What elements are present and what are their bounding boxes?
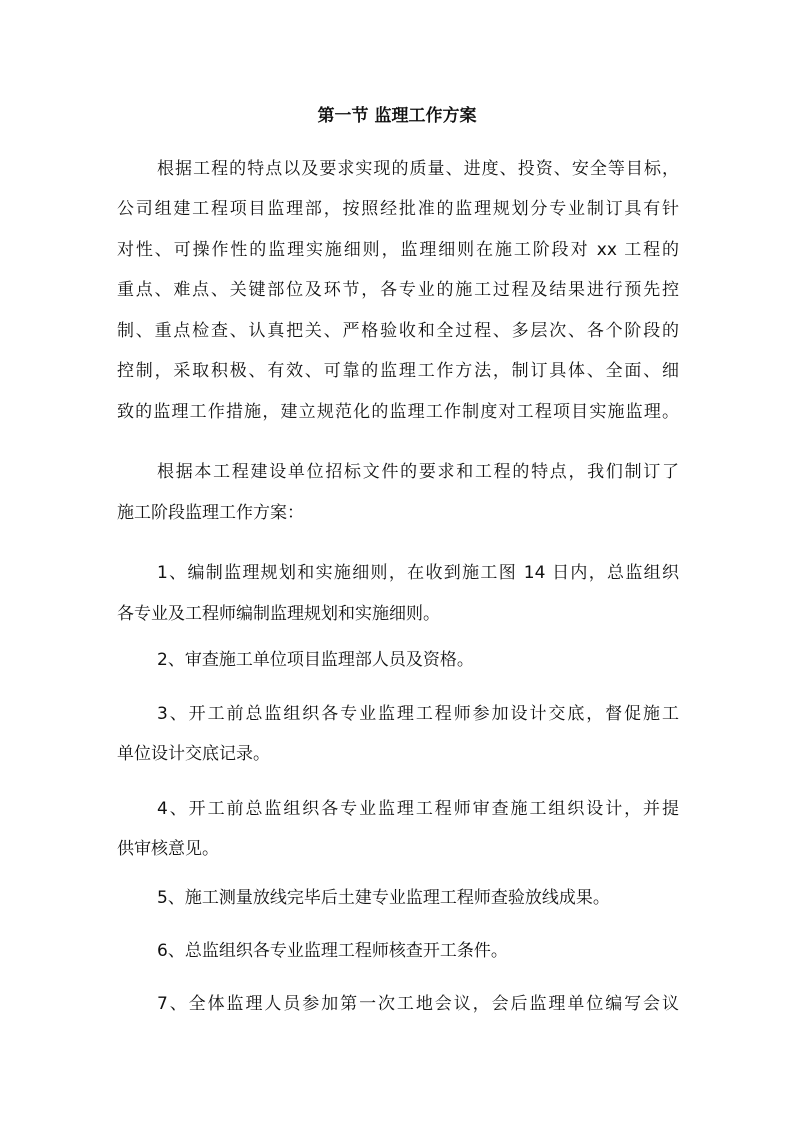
list-item-1-cont: 各专业及工程师编制监理规划和实施细则。 xyxy=(117,604,440,624)
body-line: 公司组建工程项目监理部，按照经批准的监理规划分专业制订具有针 xyxy=(117,199,679,219)
body-line: 致的监理工作措施，建立规范化的监理工作制度对工程项目实施监理。 xyxy=(117,402,679,422)
list-item-7: 7、全体监理人员参加第一次工地会议，会后监理单位编写会议 xyxy=(157,994,679,1014)
list-item-1: 1、编制监理规划和实施细则，在收到施工图 14 日内，总监组织 xyxy=(157,563,679,583)
body-line: 根据工程的特点以及要求实现的质量、进度、投资、安全等目标， xyxy=(157,159,679,179)
body-line: 制、重点检查、认真把关、严格验收和全过程、多层次、各个阶段的 xyxy=(117,321,679,341)
body-line: 施工阶段监理工作方案： xyxy=(117,503,304,523)
list-item-2: 2、审查施工单位项目监理部人员及资格。 xyxy=(157,650,474,670)
body-line: 重点、难点、关键部位及环节，各专业的施工过程及结果进行预先控 xyxy=(117,280,679,300)
body-line: 根据本工程建设单位招标文件的要求和工程的特点，我们制订了 xyxy=(157,462,679,482)
list-item-4: 4、开工前总监组织各专业监理工程师审查施工组织设计，并提 xyxy=(157,799,679,819)
list-item-3-cont: 单位设计交底记录。 xyxy=(117,744,270,764)
list-item-3: 3、开工前总监组织各专业监理工程师参加设计交底，督促施工 xyxy=(157,704,679,724)
list-item-6: 6、总监组织各专业监理工程师核查开工条件。 xyxy=(157,941,508,961)
body-line: 控制，采取积极、有效、可靠的监理工作方法，制订具体、全面、细 xyxy=(117,361,679,381)
list-item-4-cont: 供审核意见。 xyxy=(117,839,219,859)
section-title: 第一节 监理工作方案 xyxy=(317,106,477,126)
list-item-5: 5、施工测量放线完毕后土建专业监理工程师查验放线成果。 xyxy=(157,888,610,908)
body-line: 对性、可操作性的监理实施细则，监理细则在施工阶段对 xx 工程的 xyxy=(117,240,679,260)
